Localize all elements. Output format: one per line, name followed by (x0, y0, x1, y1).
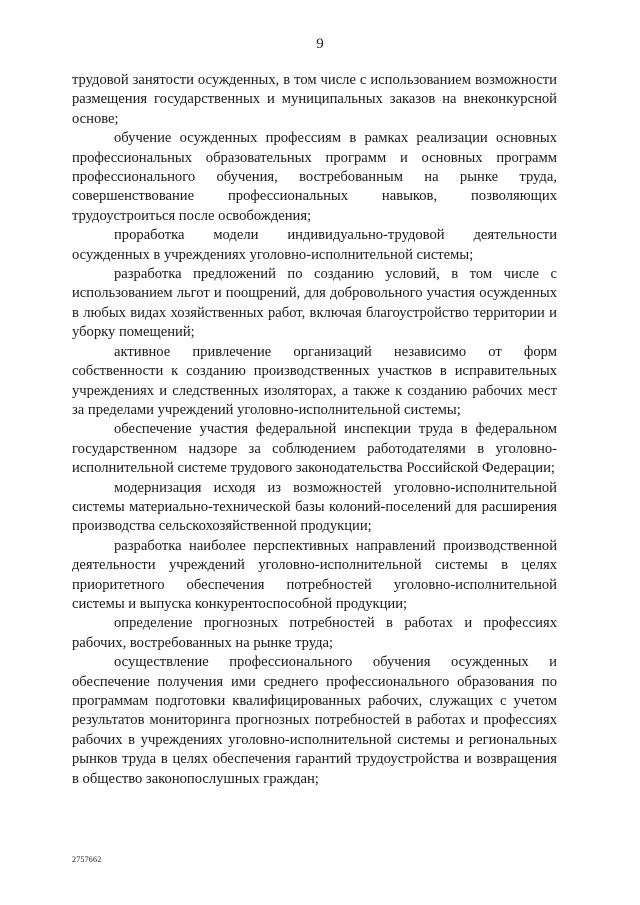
paragraph: обеспечение участия федеральной инспекции труда в федеральном государственном надзоре за соблюдением работодателями в уголовно-исполнительной системе трудового законодательства Российской Федерации; (72, 421, 557, 477)
paragraph: обучение осужденных профессиям в рамках реализации основных профессиональных образовательных программ и основных программ профессионального обучения, востребованным на рынке труда, совершенствование профессиональных навыков, позволяющих трудоустроиться после освобождения; (72, 130, 557, 224)
paragraph: разработка предложений по созданию условий, в том числе с использованием льгот и поощрений, для добровольного участия осужденных в любых видах хозяйственных работ, включая благоустройство территории и уборку помещений; (72, 266, 557, 341)
paragraph: определение прогнозных потребностей в работах и профессиях рабочих, востребованных на рынке труда; (72, 615, 557, 651)
paragraph: проработка модели индивидуально-трудовой деятельности осужденных в учреждениях уголовно-исполнительной системы; (72, 227, 557, 263)
paragraph: активное привлечение организаций независимо от форм собственности к созданию производственных участков в исправительных учреждениях и следственных изоляторах, а также к созданию рабочих мест за пределами учреждений уголовно-исполнительной системы; (72, 343, 557, 418)
paragraph: осуществление профессионального обучения осужденных и обеспечение получения ими среднего профессионального образования по программам подготовки квалифицированных рабочих, служащих с учетом результатов мониторинга прогнозных потребностей в работах и профессиях рабочих в учреждениях уголовно-исполнительной системы и региональных рынков труда в целях обеспечения гарантий трудоустройства и возвращения в общество законопослушных граждан; (72, 654, 557, 787)
document-body (72, 71, 557, 789)
paragraph: модернизация исходя из возможностей уголовно-исполнительной системы материально-технической базы колоний-поселений для расширения производства сельскохозяйственной продукции; (72, 479, 557, 535)
paragraph-continuation: трудовой занятости осужденных, в том числе с использованием возможности размещения государственных и муниципальных заказов на внеконкурсной основе; (72, 72, 557, 127)
document-code: 2757662 (72, 855, 102, 864)
paragraph: разработка наиболее перспективных направлений производственной деятельности учреждений уголовно-исполнительной системы в целях приоритетного обеспечения потребностей уголовно-исполнительной системы и выпуска конкурентоспособной продукции; (72, 537, 557, 612)
page-number: 9 (316, 36, 324, 52)
